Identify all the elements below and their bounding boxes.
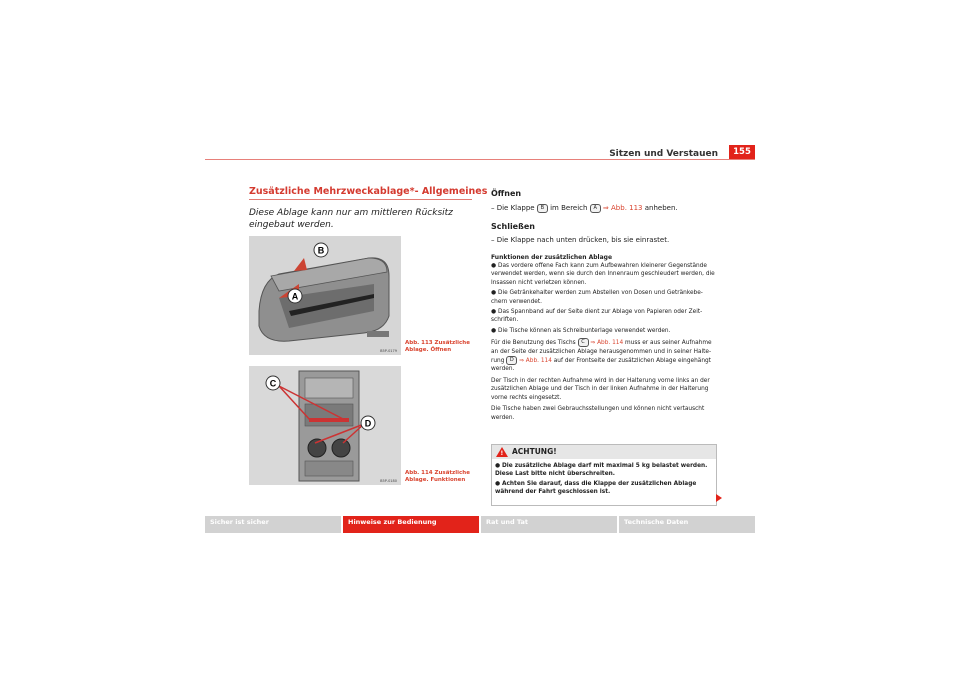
step-text: – Die Klappe: [491, 204, 535, 212]
schliessen-heading: Schließen: [491, 222, 535, 231]
nav-tab-technische-daten[interactable]: Technische Daten: [619, 516, 755, 533]
figure-ref-link[interactable]: ⇒ Abb. 114: [519, 358, 552, 365]
funktionen-heading: Funktionen der zusätzlichen Ablage: [491, 254, 613, 261]
oeffnen-heading: Öffnen: [491, 189, 522, 198]
continue-arrow-icon[interactable]: [716, 494, 722, 502]
warning-title: ACHTUNG!: [512, 447, 557, 456]
figure-caption: Abb. 113 Zusätzliche Ablage. Öffnen: [405, 340, 470, 353]
figure-caption: Abb. 114 Zusätzliche Ablage. Funktionen: [405, 470, 470, 483]
label-badge-b: B: [537, 204, 548, 213]
figure1-label-a: A: [291, 291, 299, 302]
storage-box-illustration: [249, 236, 401, 355]
warning-item: ● Achten Sie darauf, dass die Klappe der zusätzlichen Ablage während der Fahrt geschlossen ist.: [495, 481, 697, 495]
section-title: Zusätzliche Mehrzweckablage*- Allgemeines: [249, 186, 488, 197]
nav-tab-rat-und-tat[interactable]: Rat und Tat: [481, 516, 617, 533]
figure-code: B5P-0179: [380, 349, 397, 353]
section-divider: [249, 199, 472, 200]
storage-top-view-illustration: [249, 366, 401, 485]
label-badge-d: D: [506, 356, 517, 365]
section-intro: Diese Ablage kann nur am mittleren Rücksitz eingebaut werden.: [249, 208, 453, 230]
warning-box: [491, 444, 717, 506]
oeffnen-block: [491, 189, 716, 213]
label-badge-a: A: [590, 204, 601, 213]
header-divider: [205, 159, 755, 160]
label-badge-c: C: [578, 338, 589, 347]
list-item: ● Die Tische können als Schreibunterlage verwendet werden.: [491, 327, 671, 334]
step-text: im Bereich: [550, 204, 588, 212]
oeffnen-step: [491, 203, 716, 213]
step-text: anheben.: [644, 204, 678, 212]
running-header-title: Sitzen und Verstauen: [609, 149, 718, 159]
figure2-label-d: D: [364, 418, 372, 429]
figure1-label-b: B: [317, 245, 325, 256]
list-item: ● Die Getränkehalter werden zum Abstellen von Dosen und Getränkebe-chern verwendet.: [491, 290, 703, 305]
figure-code: B5P-0180: [380, 479, 397, 483]
figure-ref-link[interactable]: ⇒ Abb. 113: [602, 204, 643, 212]
page-number: 155: [729, 145, 755, 159]
figure2-label-c: C: [269, 378, 277, 389]
schliessen-step: – Die Klappe nach unten drücken, bis sie einrastet.: [491, 236, 670, 244]
figure-functions: [249, 366, 401, 485]
figure-open-storage: [249, 236, 401, 355]
warning-item: ● Die zusätzliche Ablage darf mit maximal 5 kg belastet werden. Diese Last bitte nicht überschreiten.: [495, 463, 708, 477]
paragraph: Für die Benutzung des Tischs C ⇒ Abb. 114 muss er aus seiner Aufnahme an der Seite der zusätzlichen Ablage herausgenommen und in seiner Halte-rung D ⇒ Abb. 114 auf der Frontseite der zusätzlichen Ablage eingehängt werden.: [491, 339, 712, 373]
paragraph: Der Tisch in der rechten Aufnahme wird in der Halterung vorne links an der zusätzlichen Ablage und der Tisch in der linken Aufnahme in der Halterung vorne rechts eingesetzt.: [491, 377, 710, 401]
list-item: ● Das vordere offene Fach kann zum Aufbewahren kleinerer Gegenstände verwendet werden, wenn sie durch den Innenraum geschleudert werden, die Insassen nicht verletzen können.: [491, 263, 715, 286]
figure-ref-link[interactable]: ⇒ Abb. 114: [590, 340, 624, 347]
list-item: ● Das Spannband auf der Seite dient zur Ablage von Papieren oder Zeit-schriften.: [491, 309, 703, 324]
nav-tab-sicher-ist-sicher[interactable]: Sicher ist sicher: [205, 516, 341, 533]
warning-header: ! ACHTUNG!: [492, 445, 716, 459]
schliessen-block: [491, 222, 716, 245]
funktionen-block: [491, 254, 716, 422]
paragraph: Die Tische haben zwei Gebrauchsstellungen und können nicht vertauscht werden.: [491, 406, 705, 421]
nav-tab-hinweise-zur-bedienung[interactable]: Hinweise zur Bedienung: [343, 516, 479, 533]
